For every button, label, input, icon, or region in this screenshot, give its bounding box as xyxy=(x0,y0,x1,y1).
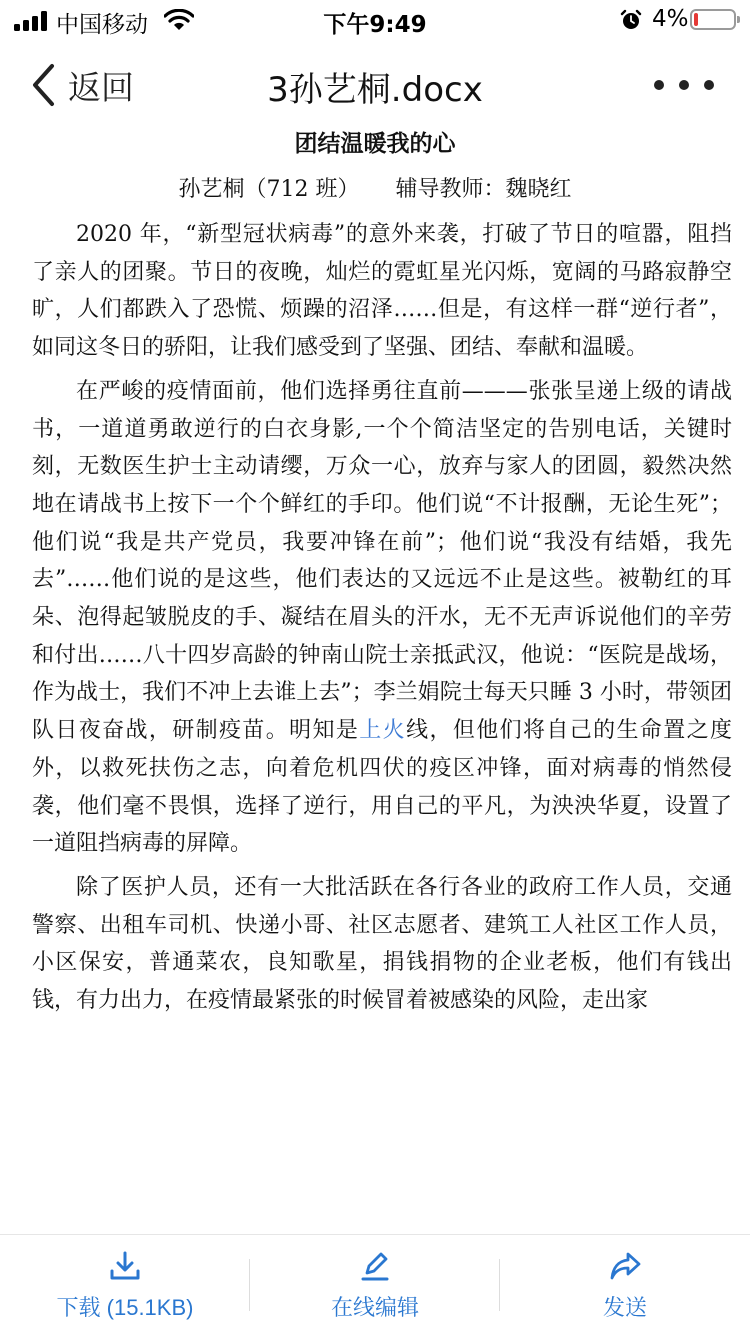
document-viewer[interactable] xyxy=(0,126,750,1234)
carrier-name: 中国移动 xyxy=(56,12,148,38)
paragraph-2-text-b: 线，但他们将自己的生命置之度外，以救死扶伤之志，向着危机四伏的疫区冲锋，面对病毒的悄然侵袭，他们毫不畏惧，选择了逆行，用自己的平凡，为泱泱华夏，设置了一道阻挡病毒的屏障。 xyxy=(32,718,732,857)
paragraph-2-text-a: 在严峻的疫情面前，他们选择勇往直前———张张呈递上级的请战书，一道道勇敢逆行的白衣身影,一个个简洁坚定的告别电话，关键时刻，无数医生护士主动请缨，万众一心，放弃与家人的团圆，毅然决然地在请战书上按下一个个鲜红的手印。他们说“不计报酬，无论生死”；他们说“我是共产党员，我要冲锋在前”；他们说“我没有结婚，我先去”……他们说的是这些，他们表达的又远远不止是这些。被勒红的耳朵、泡得起皱脱皮的手、凝结在眉头的汗水，无不无声诉说他们的辛劳和付出……八十四岁高龄的钟南山院士亲抵武汉，他说：“医院是战场，作为战士，我们不冲上去谁上去”；李兰娟院士每天只睡 3 小时，带领团队日夜奋战，研制疫苗。明知是 xyxy=(32,378,732,744)
download-button[interactable] xyxy=(0,1235,250,1334)
advisor-line: 辅导教师：魏晓红 xyxy=(395,177,572,202)
paragraph-3: 除了医护人员，还有一大批活跃在各行各业的政府工作人员，交通警察、出租车司机、快递小哥、社区志愿者、建筑工人社区工作人员，小区保安，普通菜农，良知歌星，捐钱捐物的企业老板，他们有钱出钱，有力出力，在疫情最紧张的时候冒着被感染的风险，走出家 xyxy=(32,874,732,1014)
bottom-toolbar xyxy=(0,1234,750,1334)
download-label: 下载 (15.1KB) xyxy=(56,1295,194,1320)
share-button[interactable] xyxy=(500,1235,750,1334)
status-time: 下午9:49 xyxy=(323,12,427,38)
edit-label: 在线编辑 xyxy=(330,1295,419,1320)
nav-bar xyxy=(0,40,750,128)
more-icon[interactable] xyxy=(654,70,714,100)
battery-percent: 4% xyxy=(652,6,689,32)
paragraph-2 xyxy=(32,373,732,863)
paragraph-1: 2020 年，“新型冠状病毒”的意外来袭，打破了节日的喧嚣，阻挡了亲人的团聚。节日的夜晚，灿烂的霓虹星光闪烁，宽阔的马路寂静空旷，人们都跌入了恐慌、烦躁的沼泽……但是，有这样一群“逆行者”，如同这冬日的骄阳，让我们感受到了坚强、团结、奉献和温暖。 xyxy=(32,222,732,361)
status-bar xyxy=(0,0,750,40)
author-line: 孙艺桐（712 班） xyxy=(178,177,360,202)
alarm-icon xyxy=(620,9,642,31)
share-icon xyxy=(608,1249,642,1283)
inline-link[interactable]: 上火 xyxy=(359,718,407,744)
back-label: 返回 xyxy=(68,67,134,107)
article-byline xyxy=(0,168,750,216)
download-icon xyxy=(108,1249,142,1283)
document-title: 3孙艺桐.docx xyxy=(267,70,483,110)
edit-icon xyxy=(358,1249,392,1283)
battery-icon xyxy=(690,9,736,30)
share-label: 发送 xyxy=(602,1295,647,1320)
edit-online-button[interactable] xyxy=(250,1235,500,1334)
article-heading: 团结温暖我的心 xyxy=(294,130,456,157)
